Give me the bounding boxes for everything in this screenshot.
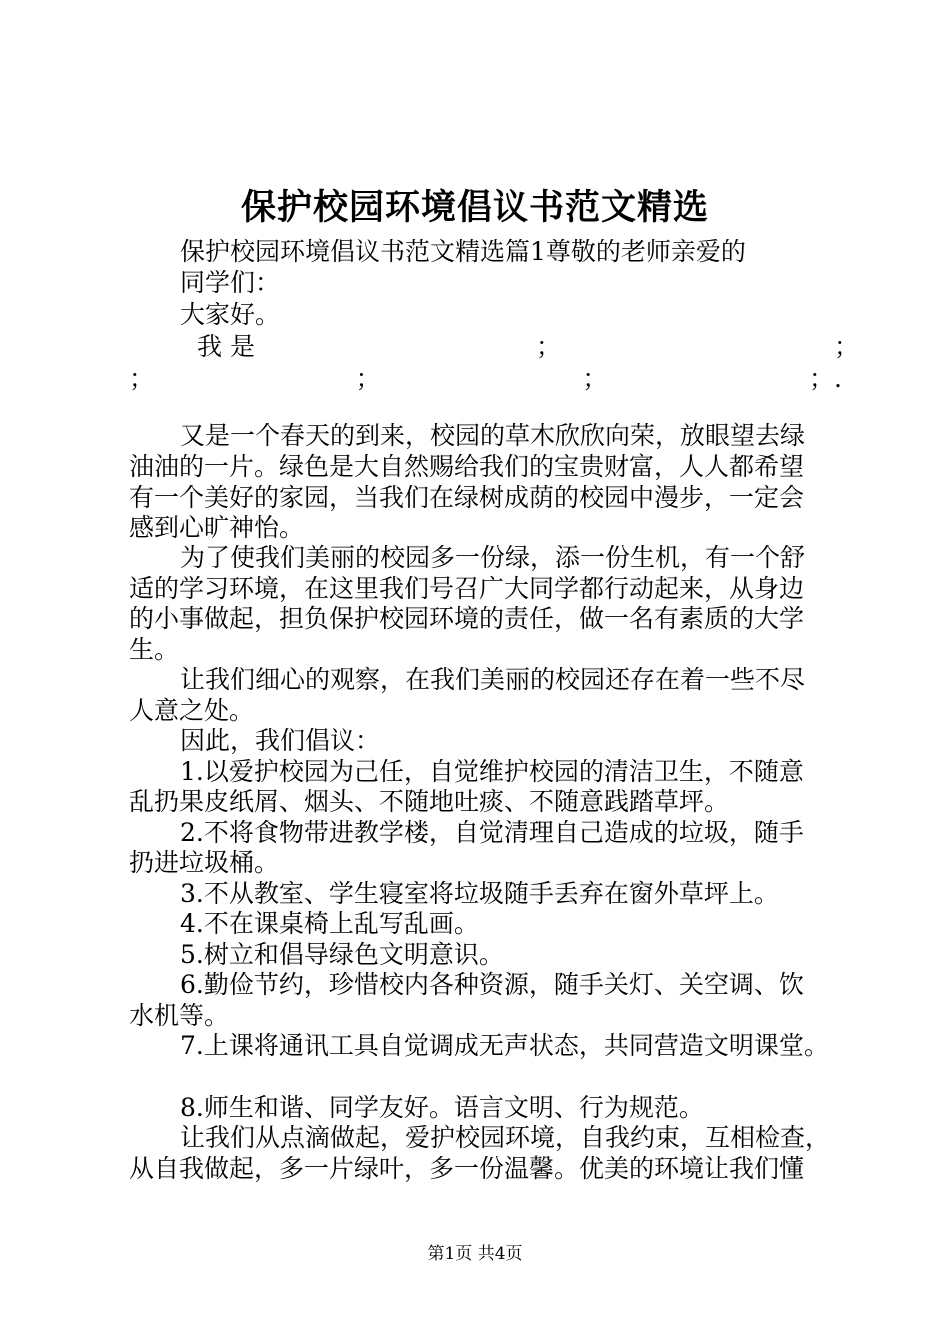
list-item: 6.勤俭节约，珍惜校内各种资源，随手关灯、关空调、饮 xyxy=(180,970,804,999)
paragraph-line: 又是一个春天的到来，校园的草木欣欣向荣，放眼望去绿 xyxy=(180,421,806,450)
page-footer: 第1页 共4页 xyxy=(427,1244,523,1264)
greeting-line: 大家好。 xyxy=(180,300,281,329)
list-item: 8.师生和谐、同学友好。语言文明、行为规范。 xyxy=(180,1093,704,1122)
blank-fill-line xyxy=(129,364,842,394)
paragraph-line: 因此，我们倡议： xyxy=(180,726,381,755)
list-item: 扔进垃圾桶。 xyxy=(129,848,280,877)
paragraph-line: 人意之处。 xyxy=(129,696,255,725)
paragraph-line: 的小事做起，担负保护校园环境的责任，做一名有素质的大学 xyxy=(129,604,805,633)
blank-fill-segment: ； xyxy=(833,332,859,361)
paragraph-line: 油油的一片。绿色是大自然赐给我们的宝贵财富，人人都希望 xyxy=(129,452,805,481)
paragraph-line: 为了使我们美丽的校园多一份绿，添一份生机，有一个舒 xyxy=(180,543,806,572)
blank-fill-segment: ； xyxy=(582,364,608,393)
list-item: 乱扔果皮纸屑、烟头、不随地吐痰、不随意践踏草坪。 xyxy=(129,787,730,816)
paragraph-line: 从自我做起，多一片绿叶，多一份温馨。优美的环境让我们懂 xyxy=(129,1154,805,1183)
list-item: 3.不从教室、学生寝室将垃圾随手丢弃在窗外草坪上。 xyxy=(180,879,779,908)
blank-fill-segment: ； xyxy=(355,364,381,393)
paragraph-line: 适的学习环境，在这里我们号召广大同学都行动起来，从身边 xyxy=(129,574,805,603)
list-item: 4.不在课桌椅上乱写乱画。 xyxy=(180,909,479,938)
intro-line: 保护校园环境倡议书范文精选篇1尊敬的老师亲爱的 xyxy=(180,237,746,266)
paragraph-line: 让我们细心的观察，在我们美丽的校园还存在着一些不尽 xyxy=(180,665,806,694)
blank-fill-segment: 我是 xyxy=(197,332,264,361)
blank-fill-segment: ；. xyxy=(809,364,842,393)
page-title: 保护校园环境倡议书范文精选 xyxy=(240,187,709,228)
blank-fill-segment: ； xyxy=(129,364,155,393)
paragraph-line: 让我们从点滴做起，爱护校园环境，自我约束，互相检查， xyxy=(180,1123,831,1152)
blank-fill-segment: ； xyxy=(535,332,561,361)
list-item: 5.树立和倡导绿色文明意识。 xyxy=(180,940,504,969)
list-item: 1.以爱护校园为己任，自觉维护校园的清洁卫生，不随意 xyxy=(180,757,804,786)
paragraph-line: 有一个美好的家园，当我们在绿树成荫的校园中漫步，一定会 xyxy=(129,483,805,512)
list-item: 2.不将食物带进教学楼，自觉清理自己造成的垃圾，随手 xyxy=(180,818,804,847)
paragraph-line: 生。 xyxy=(129,635,180,664)
blank-fill-line xyxy=(129,332,859,362)
salutation-line: 同学们： xyxy=(180,268,281,297)
paragraph-line: 感到心旷神怡。 xyxy=(129,513,305,542)
list-item: 7.上课将通讯工具自觉调成无声状态，共同营造文明课堂。 xyxy=(180,1031,829,1060)
list-item: 水机等。 xyxy=(129,1001,230,1030)
